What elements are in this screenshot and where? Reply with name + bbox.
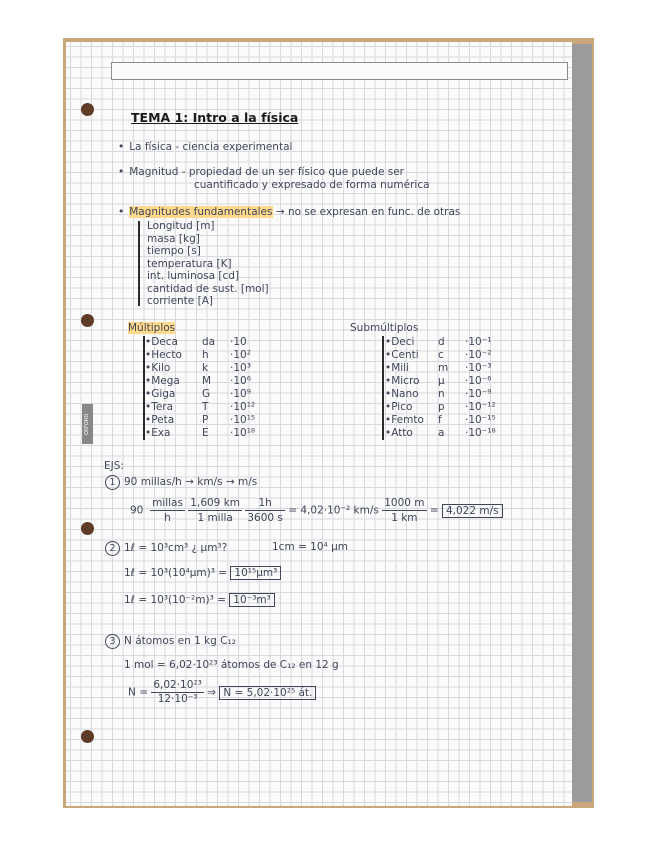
- exercise-statement: N átomos en 1 kg C₁₂: [124, 635, 236, 647]
- prefix-name: •Deci: [385, 336, 415, 348]
- punch-hole: [81, 103, 94, 116]
- prefix-factor: ·10²: [230, 349, 251, 361]
- prefix-factor: ·10¹²: [230, 401, 256, 413]
- result-box: N = 5,02·10²⁵ át.: [219, 686, 316, 700]
- calc-line: 1ℓ = 10³(10⁴μm)³ =: [124, 567, 228, 579]
- prefix-name: •Atto: [385, 427, 413, 439]
- exercise-number: 1: [105, 475, 120, 490]
- prefix-symbol: k: [202, 362, 209, 374]
- exercise-3-line-1: 1 mol = 6,02·10²³ átomos de C₁₂ en 12 g: [124, 659, 339, 671]
- exercise-2-line-1: [124, 567, 281, 579]
- notebook-brand-logo: OXFORD: [82, 404, 93, 444]
- exercise-number: 2: [105, 541, 120, 556]
- multiplos-heading: Múltiplos: [128, 322, 176, 334]
- prefix-symbol: M: [202, 375, 212, 387]
- prefix-factor: ·10⁻¹: [465, 336, 492, 348]
- prefix-name: •Femto: [385, 414, 424, 426]
- prefix-symbol: da: [202, 336, 216, 348]
- calc-start-value: 90: [130, 504, 144, 517]
- exercise-3-line-2: N = $\frac{\text{6,02·10²³}}{\text{12·10⁻³}}$ ⇒ N = 5,02·10²⁵ át.: [128, 679, 316, 706]
- prefix-symbol: p: [438, 401, 445, 413]
- result-box: 10⁻³m³: [229, 593, 275, 607]
- prefix-symbol: P: [202, 414, 209, 426]
- prefix-factor: ·10⁻²: [465, 349, 492, 361]
- prefix-symbol: c: [438, 349, 444, 361]
- list-item: cantidad de sust. [mol]: [147, 282, 269, 295]
- exercise-2-statement-line: [105, 541, 227, 556]
- prefix-symbol: μ: [438, 375, 445, 387]
- prefix-factor: ·10⁻¹⁵: [465, 414, 496, 426]
- prefix-name: •Hecto: [145, 349, 182, 361]
- exercise-statement: 90 millas/h → km/s → m/s: [124, 476, 258, 488]
- prefix-factor: ·10¹⁵: [230, 414, 256, 426]
- calc-line: 1ℓ = 10³(10⁻²m)³ =: [124, 594, 226, 606]
- exercise-1-calculation: 90 $\frac{\text{millas}}{h}$ $\frac{1,609 km}{\text{1 milla}}$ $\frac{1h}{3600 s}$ = 4,02·10⁻² km/s $\frac{1000 m}{1 km}$ = 4,022 m/s: [130, 496, 503, 525]
- punch-hole: [81, 522, 94, 535]
- fraction: $\frac{1000 m}{1 km}$: [384, 497, 425, 524]
- fraction: $\frac{1h}{3600 s}$: [247, 497, 283, 524]
- prefix-factor: ·10⁻³: [465, 362, 492, 374]
- fundamental-note: → no se expresan en func. de otras: [275, 206, 461, 218]
- bullet-definition: • Magnitud - propiedad de un ser físico que puede ser: [118, 166, 404, 178]
- prefix-name: •Nano: [385, 388, 419, 400]
- prefix-name: •Mega: [145, 375, 180, 387]
- prefix-symbol: f: [438, 414, 442, 426]
- list-item: int. luminosa [cd]: [147, 270, 240, 282]
- fundamental-heading: Magnitudes fundamentales: [129, 206, 273, 218]
- prefix-factor: ·10⁻⁶: [465, 375, 492, 387]
- prefix-symbol: E: [202, 427, 209, 439]
- prefix-factor: ·10⁻⁹: [465, 388, 492, 400]
- list-item: tiempo [s]: [147, 245, 201, 257]
- exercises-label: EJS:: [104, 460, 124, 472]
- fundamental-heading-line: [118, 206, 460, 218]
- punch-hole: [81, 314, 94, 327]
- prefix-factor: ·10⁶: [230, 375, 251, 387]
- exercise-3-statement-line: [105, 634, 236, 649]
- fraction: $\frac{\text{6,02·10²³}}{\text{12·10⁻³}}$: [153, 679, 202, 705]
- punch-hole: [81, 730, 94, 743]
- exercise-2-aside: 1cm = 10⁴ μm: [272, 541, 348, 553]
- prefix-name: •Mili: [385, 362, 410, 374]
- calc-intermediate: = 4,02·10⁻² km/s: [288, 504, 379, 517]
- prefix-factor: ·10: [230, 336, 247, 348]
- list-item: masa [kg]: [147, 232, 200, 245]
- prefix-symbol: T: [202, 401, 209, 413]
- header-box: [111, 62, 568, 80]
- exercise-1-statement-line: [105, 475, 257, 490]
- list-bracket: [138, 221, 140, 306]
- prefix-factor: ·10³: [230, 362, 251, 374]
- prefix-symbol: a: [438, 427, 445, 439]
- prefix-name: •Centi: [385, 349, 419, 361]
- prefix-symbol: m: [438, 362, 449, 374]
- bullet-continuation: cuantificado y expresado de forma numérica: [194, 179, 430, 191]
- page-edge-shadow: [572, 44, 592, 802]
- multiplos-heading-line: [128, 322, 175, 334]
- exercise-statement: 1ℓ = 10³cm³ ¿ μm³?: [124, 542, 228, 554]
- fundamental-list: [147, 220, 269, 308]
- fraction: $\frac{\text{millas}}{h}$: [152, 497, 183, 524]
- prefix-name: •Pico: [385, 401, 413, 413]
- result-box: 4,022 m/s: [442, 504, 503, 518]
- exercise-2-line-2: [124, 594, 275, 606]
- prefix-symbol: n: [438, 388, 445, 400]
- prefix-symbol: d: [438, 336, 445, 348]
- prefix-factor: ·10⁻¹⁸: [465, 427, 496, 439]
- bullet-definition: • La física - ciencia experimental: [118, 141, 292, 153]
- prefix-name: •Exa: [145, 427, 171, 439]
- prefix-name: •Kilo: [145, 362, 171, 374]
- prefix-name: •Giga: [145, 388, 176, 400]
- prefix-name: •Tera: [145, 401, 174, 413]
- list-item: Longitud [m]: [147, 220, 215, 232]
- prefix-name: •Micro: [385, 375, 420, 387]
- prefix-factor: ·10⁻¹²: [465, 401, 496, 413]
- prefix-factor: ·10⁹: [230, 388, 251, 400]
- fraction: $\frac{1,609 km}{\text{1 milla}}$: [190, 497, 241, 524]
- exercise-number: 3: [105, 634, 120, 649]
- prefix-symbol: G: [202, 388, 211, 400]
- list-item: corriente [A]: [147, 295, 213, 307]
- calc-label: N =: [128, 686, 148, 699]
- submultiplos-heading: Submúltiplos: [350, 322, 419, 334]
- prefix-symbol: h: [202, 349, 209, 361]
- prefix-name: •Peta: [145, 414, 175, 426]
- prefix-factor: ·10¹⁸: [230, 427, 256, 439]
- list-item: temperatura [K]: [147, 257, 232, 270]
- result-box: 10¹⁵μm³: [230, 566, 281, 580]
- prefix-name: •Deca: [145, 336, 178, 348]
- table-bracket: [382, 336, 384, 440]
- page-title: TEMA 1: Intro a la física: [131, 110, 299, 125]
